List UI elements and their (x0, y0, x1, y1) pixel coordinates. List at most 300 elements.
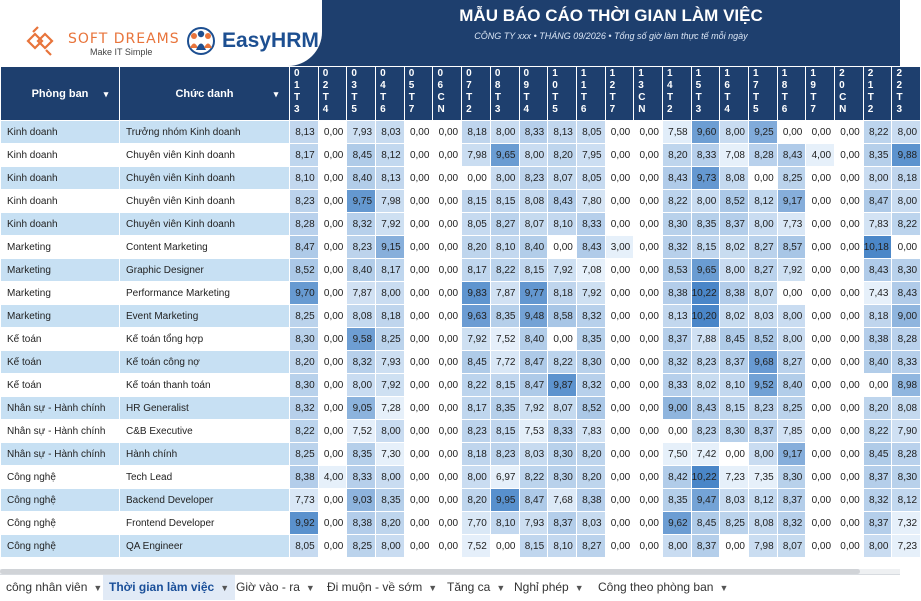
column-header-day[interactable] (863, 67, 892, 121)
cell-position[interactable]: Chuyên viên Kinh doanh (120, 213, 290, 236)
cell-hours[interactable]: 7,72 (490, 351, 519, 374)
cell-hours[interactable]: 8,05 (290, 535, 319, 558)
cell-department[interactable]: Kinh doanh (1, 213, 120, 236)
cell-hours[interactable]: 8,45 (720, 328, 749, 351)
cell-hours[interactable]: 8,32 (347, 351, 376, 374)
cell-hours[interactable]: 0,00 (318, 328, 347, 351)
cell-hours[interactable]: 7,83 (576, 420, 605, 443)
cell-hours[interactable]: 7,90 (892, 420, 921, 443)
cell-hours[interactable]: 9,52 (749, 374, 778, 397)
cell-hours[interactable]: 8,25 (777, 397, 806, 420)
cell-hours[interactable]: 8,02 (720, 236, 749, 259)
cell-hours[interactable]: 0,00 (404, 420, 433, 443)
cell-hours[interactable]: 8,00 (347, 374, 376, 397)
cell-hours[interactable]: 8,17 (376, 259, 405, 282)
column-header-day[interactable] (347, 67, 376, 121)
cell-hours[interactable]: 8,08 (749, 512, 778, 535)
cell-hours[interactable]: 8,47 (519, 351, 548, 374)
column-header-day[interactable] (634, 67, 663, 121)
cell-hours[interactable]: 8,27 (749, 259, 778, 282)
sheet-tab[interactable] (508, 575, 590, 600)
cell-department[interactable]: Công nghệ (1, 466, 120, 489)
cell-department[interactable]: Kế toán (1, 328, 120, 351)
cell-department[interactable]: Công nghệ (1, 489, 120, 512)
cell-hours[interactable]: 8,07 (548, 397, 577, 420)
cell-hours[interactable]: 0,00 (605, 489, 634, 512)
cell-hours[interactable]: 8,13 (662, 305, 691, 328)
cell-hours[interactable]: 8,00 (720, 121, 749, 144)
cell-hours[interactable]: 7,88 (691, 328, 720, 351)
cell-hours[interactable]: 8,43 (548, 190, 577, 213)
cell-hours[interactable]: 0,00 (835, 236, 864, 259)
cell-hours[interactable]: 8,18 (548, 282, 577, 305)
tab-caret-icon[interactable]: ▼ (93, 583, 103, 593)
cell-hours[interactable]: 0,00 (605, 305, 634, 328)
cell-hours[interactable]: 0,00 (433, 121, 462, 144)
cell-hours[interactable]: 8,35 (576, 328, 605, 351)
cell-hours[interactable]: 0,00 (806, 397, 835, 420)
cell-hours[interactable]: 0,00 (433, 190, 462, 213)
cell-hours[interactable]: 8,37 (662, 328, 691, 351)
cell-hours[interactable]: 0,00 (404, 259, 433, 282)
cell-hours[interactable]: 0,00 (806, 328, 835, 351)
cell-hours[interactable]: 0,00 (835, 282, 864, 305)
cell-hours[interactable]: 8,28 (290, 213, 319, 236)
cell-hours[interactable]: 8,52 (720, 190, 749, 213)
cell-hours[interactable]: 10,22 (691, 466, 720, 489)
cell-hours[interactable]: 8,18 (892, 167, 921, 190)
cell-hours[interactable]: 8,43 (863, 259, 892, 282)
cell-hours[interactable]: 9,95 (490, 489, 519, 512)
cell-hours[interactable]: 8,40 (519, 236, 548, 259)
cell-hours[interactable]: 8,12 (376, 144, 405, 167)
cell-hours[interactable]: 8,42 (662, 466, 691, 489)
column-header-day[interactable] (720, 67, 749, 121)
cell-hours[interactable]: 7,98 (749, 535, 778, 558)
cell-hours[interactable]: 0,00 (806, 236, 835, 259)
cell-hours[interactable]: 0,00 (605, 351, 634, 374)
cell-hours[interactable]: 0,00 (634, 466, 663, 489)
cell-hours[interactable]: 8,00 (777, 305, 806, 328)
cell-hours[interactable]: 8,10 (290, 167, 319, 190)
cell-hours[interactable]: 8,10 (490, 236, 519, 259)
cell-hours[interactable]: 0,00 (318, 190, 347, 213)
cell-hours[interactable]: 8,52 (576, 397, 605, 420)
cell-hours[interactable]: 7,73 (290, 489, 319, 512)
cell-department[interactable]: Marketing (1, 305, 120, 328)
cell-hours[interactable]: 8,23 (691, 351, 720, 374)
cell-hours[interactable]: 8,52 (290, 259, 319, 282)
cell-department[interactable]: Công nghệ (1, 512, 120, 535)
cell-hours[interactable]: 0,00 (433, 443, 462, 466)
cell-hours[interactable]: 0,00 (433, 374, 462, 397)
cell-hours[interactable]: 8,00 (662, 535, 691, 558)
cell-hours[interactable]: 8,03 (749, 305, 778, 328)
cell-hours[interactable]: 0,00 (634, 190, 663, 213)
cell-hours[interactable]: 0,00 (605, 397, 634, 420)
cell-hours[interactable]: 8,35 (863, 144, 892, 167)
column-header-day[interactable] (290, 67, 319, 121)
cell-hours[interactable]: 10,22 (691, 282, 720, 305)
cell-department[interactable]: Kế toán (1, 374, 120, 397)
cell-hours[interactable]: 8,33 (576, 213, 605, 236)
cell-hours[interactable]: 0,00 (806, 374, 835, 397)
cell-hours[interactable]: 8,33 (519, 121, 548, 144)
cell-position[interactable]: Kế toán thanh toán (120, 374, 290, 397)
cell-department[interactable]: Marketing (1, 236, 120, 259)
cell-hours[interactable]: 9,87 (548, 374, 577, 397)
cell-hours[interactable]: 8,25 (290, 443, 319, 466)
cell-hours[interactable]: 7,53 (519, 420, 548, 443)
column-header-day[interactable] (576, 67, 605, 121)
cell-hours[interactable]: 0,00 (605, 466, 634, 489)
cell-hours[interactable]: 0,00 (634, 420, 663, 443)
cell-hours[interactable]: 8,58 (548, 305, 577, 328)
cell-hours[interactable]: 0,00 (433, 167, 462, 190)
cell-hours[interactable]: 7,42 (691, 443, 720, 466)
cell-hours[interactable]: 0,00 (634, 259, 663, 282)
cell-hours[interactable]: 9,75 (347, 190, 376, 213)
cell-position[interactable]: QA Engineer (120, 535, 290, 558)
cell-hours[interactable]: 8,27 (490, 213, 519, 236)
column-header-day[interactable] (835, 67, 864, 121)
cell-hours[interactable]: 0,00 (605, 512, 634, 535)
column-header-day[interactable] (462, 67, 491, 121)
cell-hours[interactable]: 0,00 (548, 236, 577, 259)
cell-hours[interactable]: 8,23 (519, 167, 548, 190)
cell-hours[interactable]: 8,45 (691, 512, 720, 535)
cell-hours[interactable]: 0,00 (605, 144, 634, 167)
cell-hours[interactable]: 9,70 (290, 282, 319, 305)
cell-position[interactable]: Frontend Developer (120, 512, 290, 535)
cell-hours[interactable]: 8,00 (892, 121, 921, 144)
cell-hours[interactable]: 7,08 (720, 144, 749, 167)
cell-hours[interactable]: 0,00 (806, 259, 835, 282)
sheet-tab[interactable] (0, 575, 108, 600)
cell-hours[interactable]: 9,48 (519, 305, 548, 328)
cell-position[interactable]: Trưởng nhóm Kinh doanh (120, 121, 290, 144)
cell-hours[interactable]: 8,23 (749, 397, 778, 420)
column-header-day[interactable] (777, 67, 806, 121)
cell-hours[interactable]: 0,00 (433, 420, 462, 443)
cell-hours[interactable]: 8,20 (576, 466, 605, 489)
cell-hours[interactable]: 8,17 (462, 259, 491, 282)
cell-hours[interactable]: 0,00 (835, 144, 864, 167)
cell-hours[interactable]: 8,32 (347, 213, 376, 236)
cell-hours[interactable]: 0,00 (634, 535, 663, 558)
cell-hours[interactable]: 9,62 (662, 512, 691, 535)
cell-hours[interactable]: 0,00 (605, 535, 634, 558)
cell-hours[interactable]: 10,18 (863, 236, 892, 259)
cell-hours[interactable]: 8,35 (490, 305, 519, 328)
cell-position[interactable]: Performance Marketing (120, 282, 290, 305)
cell-hours[interactable]: 0,00 (318, 512, 347, 535)
cell-position[interactable]: Content Marketing (120, 236, 290, 259)
cell-hours[interactable]: 8,30 (892, 259, 921, 282)
cell-hours[interactable]: 0,00 (634, 121, 663, 144)
cell-hours[interactable]: 7,70 (462, 512, 491, 535)
cell-position[interactable]: Kế toán công nợ (120, 351, 290, 374)
cell-hours[interactable]: 8,35 (691, 213, 720, 236)
cell-hours[interactable]: 8,25 (347, 535, 376, 558)
cell-hours[interactable]: 0,00 (433, 512, 462, 535)
cell-hours[interactable]: 8,20 (576, 443, 605, 466)
cell-hours[interactable]: 0,00 (662, 420, 691, 443)
cell-hours[interactable]: 8,47 (290, 236, 319, 259)
cell-hours[interactable]: 8,12 (749, 489, 778, 512)
cell-hours[interactable]: 0,00 (318, 443, 347, 466)
cell-hours[interactable]: 0,00 (318, 167, 347, 190)
cell-hours[interactable]: 8,10 (548, 535, 577, 558)
cell-position[interactable]: Chuyên viên Kinh doanh (120, 144, 290, 167)
cell-hours[interactable]: 8,00 (749, 213, 778, 236)
cell-position[interactable]: Kế toán tổng hợp (120, 328, 290, 351)
cell-hours[interactable]: 8,15 (720, 397, 749, 420)
cell-hours[interactable]: 8,02 (720, 305, 749, 328)
column-header-day[interactable] (490, 67, 519, 121)
cell-hours[interactable]: 0,00 (835, 374, 864, 397)
cell-hours[interactable]: 0,00 (634, 305, 663, 328)
cell-hours[interactable]: 0,00 (318, 535, 347, 558)
cell-hours[interactable]: 8,00 (691, 190, 720, 213)
cell-hours[interactable]: 0,00 (404, 328, 433, 351)
cell-hours[interactable]: 8,18 (863, 305, 892, 328)
cell-hours[interactable]: 8,37 (691, 535, 720, 558)
cell-hours[interactable]: 0,00 (835, 443, 864, 466)
cell-hours[interactable]: 8,23 (490, 443, 519, 466)
cell-hours[interactable]: 8,32 (290, 397, 319, 420)
cell-hours[interactable]: 9,17 (777, 443, 806, 466)
cell-hours[interactable]: 8,05 (576, 121, 605, 144)
cell-hours[interactable]: 8,28 (749, 144, 778, 167)
cell-hours[interactable]: 0,00 (892, 236, 921, 259)
cell-hours[interactable]: 8,30 (892, 466, 921, 489)
cell-hours[interactable]: 8,22 (863, 420, 892, 443)
cell-hours[interactable]: 9,05 (347, 397, 376, 420)
cell-hours[interactable]: 7,52 (462, 535, 491, 558)
column-header-day[interactable] (433, 67, 462, 121)
tab-caret-icon[interactable]: ▼ (719, 583, 729, 593)
cell-hours[interactable]: 8,28 (892, 328, 921, 351)
cell-hours[interactable]: 8,30 (662, 213, 691, 236)
cell-hours[interactable]: 8,00 (777, 328, 806, 351)
cell-hours[interactable]: 7,58 (662, 121, 691, 144)
cell-department[interactable]: Nhân sự - Hành chính (1, 420, 120, 443)
cell-hours[interactable]: 0,00 (605, 259, 634, 282)
cell-hours[interactable]: 8,15 (490, 190, 519, 213)
cell-hours[interactable]: 7,50 (662, 443, 691, 466)
cell-hours[interactable]: 8,47 (519, 489, 548, 512)
cell-hours[interactable]: 8,08 (519, 190, 548, 213)
cell-hours[interactable]: 8,00 (863, 167, 892, 190)
cell-hours[interactable]: 7,23 (720, 466, 749, 489)
cell-hours[interactable]: 0,00 (404, 167, 433, 190)
cell-hours[interactable]: 0,00 (806, 167, 835, 190)
cell-hours[interactable]: 8,00 (376, 282, 405, 305)
cell-hours[interactable]: 0,00 (318, 121, 347, 144)
cell-hours[interactable]: 8,12 (749, 190, 778, 213)
cell-hours[interactable]: 8,00 (376, 535, 405, 558)
cell-hours[interactable]: 0,00 (433, 466, 462, 489)
cell-hours[interactable]: 0,00 (318, 305, 347, 328)
cell-hours[interactable]: 8,13 (290, 121, 319, 144)
cell-hours[interactable]: 0,00 (806, 282, 835, 305)
column-header-day[interactable] (376, 67, 405, 121)
cell-hours[interactable]: 0,00 (318, 144, 347, 167)
cell-hours[interactable]: 0,00 (806, 420, 835, 443)
cell-position[interactable]: Chuyên viên Kinh doanh (120, 190, 290, 213)
cell-hours[interactable]: 0,00 (433, 397, 462, 420)
cell-hours[interactable]: 7,80 (576, 190, 605, 213)
cell-hours[interactable]: 0,00 (404, 374, 433, 397)
cell-hours[interactable]: 0,00 (404, 466, 433, 489)
column-header-day[interactable] (892, 67, 921, 121)
cell-hours[interactable]: 0,00 (634, 374, 663, 397)
cell-hours[interactable]: 0,00 (433, 328, 462, 351)
cell-hours[interactable]: 0,00 (433, 535, 462, 558)
cell-hours[interactable]: 4,00 (318, 466, 347, 489)
cell-hours[interactable]: 8,37 (777, 489, 806, 512)
cell-hours[interactable]: 0,00 (433, 144, 462, 167)
cell-hours[interactable]: 8,10 (490, 512, 519, 535)
cell-hours[interactable]: 8,40 (519, 328, 548, 351)
cell-hours[interactable]: 8,45 (863, 443, 892, 466)
cell-hours[interactable]: 8,08 (347, 305, 376, 328)
cell-hours[interactable]: 9,03 (347, 489, 376, 512)
cell-hours[interactable]: 8,33 (691, 144, 720, 167)
column-header-day[interactable] (548, 67, 577, 121)
cell-hours[interactable]: 8,45 (347, 144, 376, 167)
column-header-position[interactable] (120, 67, 290, 121)
cell-hours[interactable]: 7,98 (376, 190, 405, 213)
cell-hours[interactable]: 7,87 (490, 282, 519, 305)
cell-hours[interactable]: 0,00 (749, 167, 778, 190)
cell-hours[interactable]: 0,00 (806, 535, 835, 558)
cell-hours[interactable]: 7,92 (777, 259, 806, 282)
cell-department[interactable]: Kinh doanh (1, 121, 120, 144)
cell-hours[interactable]: 0,00 (806, 213, 835, 236)
cell-hours[interactable]: 8,10 (720, 374, 749, 397)
cell-hours[interactable]: 9,77 (519, 282, 548, 305)
cell-hours[interactable]: 8,15 (462, 190, 491, 213)
cell-position[interactable]: HR Generalist (120, 397, 290, 420)
cell-hours[interactable]: 0,00 (605, 190, 634, 213)
cell-hours[interactable]: 8,32 (777, 512, 806, 535)
cell-department[interactable]: Kinh doanh (1, 190, 120, 213)
cell-hours[interactable]: 8,43 (576, 236, 605, 259)
cell-hours[interactable]: 8,15 (519, 535, 548, 558)
cell-hours[interactable]: 0,00 (806, 351, 835, 374)
cell-hours[interactable]: 0,00 (777, 282, 806, 305)
cell-hours[interactable]: 0,00 (835, 512, 864, 535)
cell-hours[interactable]: 0,00 (318, 282, 347, 305)
cell-hours[interactable]: 0,00 (548, 328, 577, 351)
cell-hours[interactable]: 0,00 (806, 443, 835, 466)
cell-hours[interactable]: 9,88 (892, 144, 921, 167)
cell-hours[interactable]: 8,32 (863, 489, 892, 512)
cell-hours[interactable]: 7,92 (519, 397, 548, 420)
cell-hours[interactable]: 8,38 (347, 512, 376, 535)
cell-hours[interactable]: 7,23 (892, 535, 921, 558)
cell-hours[interactable]: 8,08 (892, 397, 921, 420)
column-header-day[interactable] (404, 67, 433, 121)
cell-hours[interactable]: 0,00 (433, 351, 462, 374)
cell-hours[interactable]: 0,00 (605, 328, 634, 351)
cell-hours[interactable]: 7,93 (347, 121, 376, 144)
cell-hours[interactable]: 7,93 (376, 351, 405, 374)
cell-hours[interactable]: 0,00 (318, 420, 347, 443)
cell-hours[interactable]: 0,00 (433, 282, 462, 305)
cell-hours[interactable]: 0,00 (835, 489, 864, 512)
cell-hours[interactable]: 8,20 (662, 144, 691, 167)
cell-hours[interactable]: 8,23 (691, 420, 720, 443)
cell-hours[interactable]: 8,15 (490, 420, 519, 443)
cell-hours[interactable]: 0,00 (605, 167, 634, 190)
cell-hours[interactable]: 0,00 (634, 351, 663, 374)
cell-hours[interactable]: 0,00 (605, 374, 634, 397)
cell-department[interactable]: Kế toán (1, 351, 120, 374)
cell-hours[interactable]: 8,15 (691, 236, 720, 259)
cell-hours[interactable]: 8,05 (576, 167, 605, 190)
cell-hours[interactable]: 8,25 (290, 305, 319, 328)
cell-hours[interactable]: 0,00 (835, 305, 864, 328)
cell-hours[interactable]: 8,30 (548, 443, 577, 466)
cell-hours[interactable]: 8,22 (892, 213, 921, 236)
cell-hours[interactable]: 8,00 (749, 443, 778, 466)
column-header-day[interactable] (519, 67, 548, 121)
cell-hours[interactable]: 8,40 (347, 167, 376, 190)
cell-hours[interactable]: 8,03 (576, 512, 605, 535)
cell-hours[interactable]: 8,23 (347, 236, 376, 259)
cell-department[interactable]: Kinh doanh (1, 144, 120, 167)
column-header-day[interactable] (691, 67, 720, 121)
cell-hours[interactable]: 8,47 (863, 190, 892, 213)
cell-hours[interactable]: 8,37 (749, 420, 778, 443)
cell-hours[interactable]: 8,57 (777, 236, 806, 259)
cell-hours[interactable]: 8,38 (863, 328, 892, 351)
cell-hours[interactable]: 7,08 (576, 259, 605, 282)
cell-hours[interactable]: 0,00 (806, 489, 835, 512)
cell-hours[interactable]: 9,92 (290, 512, 319, 535)
tab-caret-icon[interactable]: ▼ (496, 583, 506, 593)
cell-hours[interactable]: 0,00 (605, 443, 634, 466)
cell-hours[interactable]: 3,00 (605, 236, 634, 259)
cell-hours[interactable]: 0,00 (634, 512, 663, 535)
cell-hours[interactable]: 8,30 (290, 328, 319, 351)
cell-position[interactable]: Backend Developer (120, 489, 290, 512)
cell-hours[interactable]: 8,07 (749, 282, 778, 305)
cell-hours[interactable]: 8,30 (548, 466, 577, 489)
cell-hours[interactable]: 8,22 (863, 121, 892, 144)
cell-hours[interactable]: 8,03 (720, 489, 749, 512)
cell-hours[interactable]: 8,37 (863, 512, 892, 535)
cell-hours[interactable]: 8,43 (662, 167, 691, 190)
cell-hours[interactable]: 0,00 (835, 420, 864, 443)
sheet-tab[interactable] (321, 575, 443, 600)
cell-hours[interactable]: 7,92 (548, 259, 577, 282)
cell-hours[interactable]: 8,17 (462, 397, 491, 420)
cell-hours[interactable]: 8,27 (576, 535, 605, 558)
cell-hours[interactable]: 7,28 (376, 397, 405, 420)
cell-hours[interactable]: 0,00 (404, 305, 433, 328)
cell-hours[interactable]: 8,18 (376, 305, 405, 328)
cell-hours[interactable]: 8,00 (490, 167, 519, 190)
cell-hours[interactable]: 9,83 (462, 282, 491, 305)
cell-position[interactable]: Chuyên viên Kinh doanh (120, 167, 290, 190)
cell-hours[interactable]: 8,22 (462, 374, 491, 397)
cell-hours[interactable]: 0,00 (404, 213, 433, 236)
cell-hours[interactable]: 8,07 (548, 167, 577, 190)
